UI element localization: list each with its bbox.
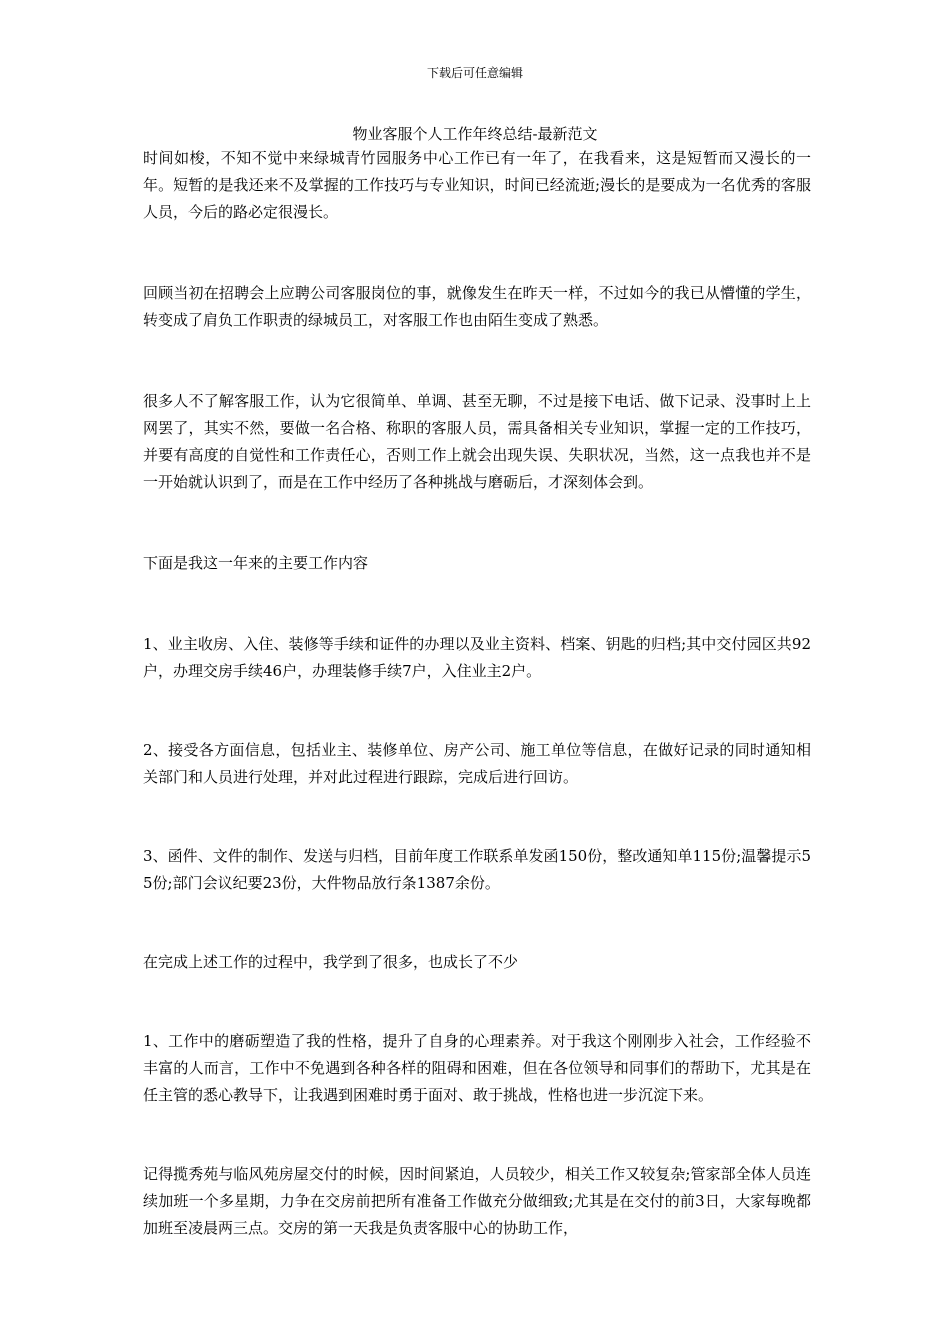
paragraph-intro: 时间如梭，不知不觉中来绿城青竹园服务中心工作已有一年了，在我看来，这是短暂而又漫长的一年。短暂的是我还来不及掌握的工作技巧与专业知识，时间已经流逝;漫长的是要成为一名优秀的客服人员，今后的路必定很漫长。 — [143, 149, 811, 221]
paragraph-review: 回顾当初在招聘会上应聘公司客服岗位的事，就像发生在昨天一样，不过如今的我已从懵懂的学生，转变成了肩负工作职责的绿城员工，对客服工作也由陌生变成了熟悉。 — [143, 284, 811, 329]
paragraph-growth-item-1: 1、工作中的磨砺塑造了我的性格，提升了自身的心理素养。对于我这个刚刚步入社会，工作经验不丰富的人而言，工作中不免遇到各种各样的阻碍和困难，但在各位领导和同事们的帮助下，尤其是在任主管的悉心教导下，让我遇到困难时勇于面对、敢于挑战，性格也进一步沉淀下来。 — [143, 1032, 811, 1104]
paragraph-work-item-1: 1、业主收房、入住、装修等手续和证件的办理以及业主资料、档案、钥匙的归档;其中交付园区共92户，办理交房手续46户，办理装修手续7户，入住业主2户。 — [143, 635, 811, 680]
paragraph-work-item-2: 2、接受各方面信息，包括业主、装修单位、房产公司、施工单位等信息，在做好记录的同时通知相关部门和人员进行处理，并对此过程进行跟踪，完成后进行回访。 — [143, 741, 811, 786]
document-title: 物业客服个人工作年终总结-最新范文 — [352, 125, 598, 143]
paragraph-growth-heading: 在完成上述工作的过程中，我学到了很多，也成长了不少 — [143, 953, 519, 971]
paragraph-work-item-3: 3、函件、文件的制作、发送与归档，目前年度工作联系单发函150份，整改通知单115份;温馨提示55份;部门会议纪要23份，大件物品放行条1387余份。 — [143, 847, 811, 892]
paragraph-work-heading: 下面是我这一年来的主要工作内容 — [143, 554, 369, 572]
paragraph-understanding: 很多人不了解客服工作，认为它很简单、单调、甚至无聊，不过是接下电话、做下记录、没事时上上网罢了，其实不然，要做一名合格、称职的客服人员，需具备相关专业知识，掌握一定的工作技巧，并要有高度的自觉性和工作责任心，否则工作上就会出现失误、失职状况，当然，这一点我也并不是一开始就认识到了，而是在工作中经历了各种挑战与磨砺后，才深刻体会到。 — [143, 392, 811, 491]
paragraph-memory: 记得揽秀苑与临风苑房屋交付的时候，因时间紧迫，人员较少，相关工作又较复杂;管家部全体人员连续加班一个多星期，力争在交房前把所有准备工作做充分做细致;尤其是在交付的前3日，大家每晚都加班至凌晨两三点。交房的第一天我是负责客服中心的协助工作， — [143, 1165, 811, 1237]
page-header-note: 下载后可任意编辑 — [426, 66, 523, 80]
document-body — [143, 145, 811, 1242]
